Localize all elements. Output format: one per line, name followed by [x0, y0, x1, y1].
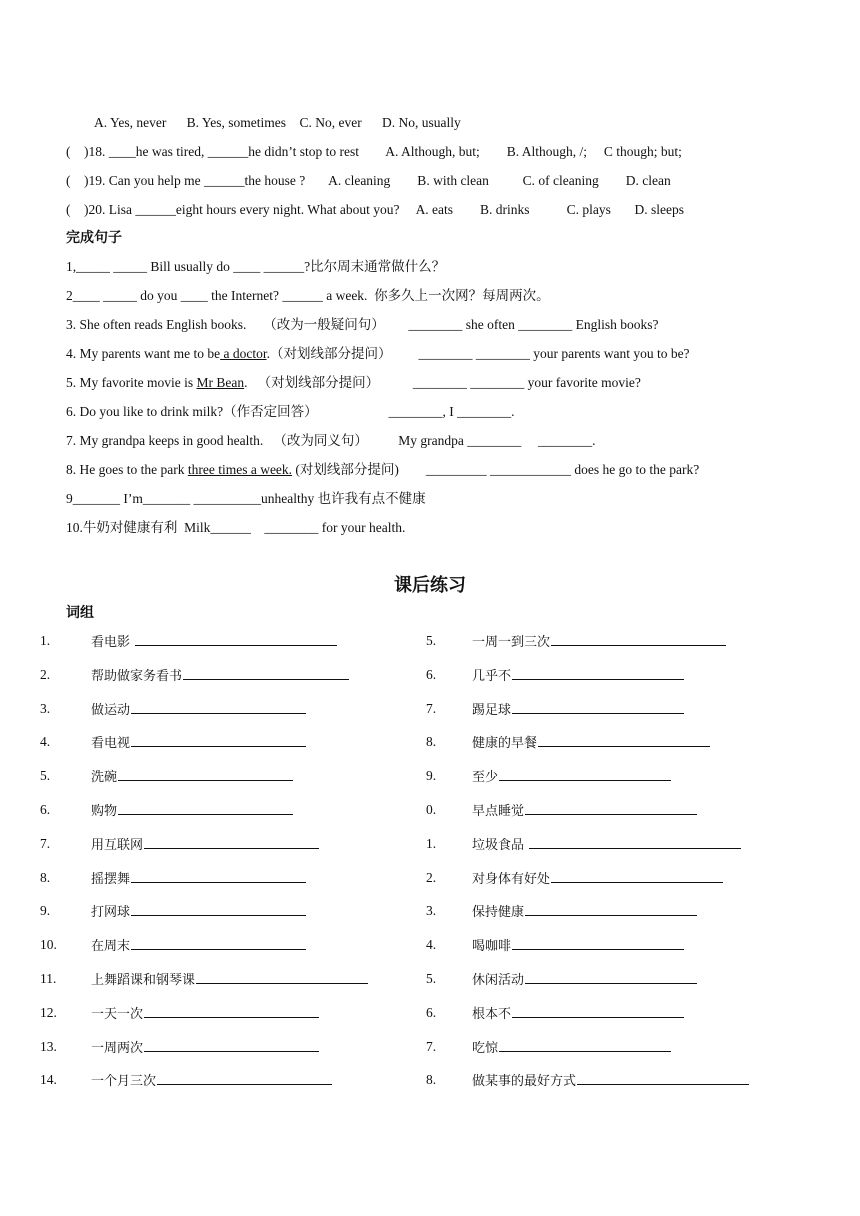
answer-blank[interactable] — [499, 766, 671, 781]
question-18: ( )18. ____he was tired, ______he didn’t stop to rest A. Although, but; B. Although, /; C though; but; — [66, 144, 682, 159]
vocab-item-number: 8. — [40, 869, 51, 885]
question-20: ( )20. Lisa ______eight hours every night. What about you? A. eats B. drinks C. plays D. sleeps — [66, 202, 685, 217]
answer-blank[interactable] — [551, 631, 726, 646]
vocab-item-text: 看电影 — [91, 631, 337, 653]
vocab-item-text: 吃惊 — [472, 1037, 671, 1059]
answer-blank[interactable] — [131, 901, 306, 916]
sentence-6: 6. Do you like to drink milk?（作否定回答） ________, I ________. — [66, 404, 515, 419]
vocab-item — [426, 935, 826, 955]
answer-blank[interactable] — [529, 834, 741, 849]
answer-blank[interactable] — [512, 665, 684, 680]
answer-blank[interactable] — [144, 1003, 319, 1018]
vocab-item — [426, 834, 826, 854]
vocab-item-number: 11. — [40, 971, 57, 986]
vocab-item-number: 8. — [426, 1072, 437, 1088]
vocab-item — [426, 1003, 826, 1023]
vocab-item-number: 10. — [40, 937, 57, 953]
vocab-item-number: 5. — [40, 768, 51, 784]
sentence-5 — [66, 374, 641, 392]
vocab-item-number: 9. — [426, 768, 437, 784]
after-class-title: 课后练习 — [394, 575, 466, 596]
vocab-item-number: 7. — [40, 835, 51, 851]
vocab-item-text: 做运动 — [91, 699, 306, 721]
vocab-item-number: 12. — [40, 1004, 57, 1020]
vocab-item — [426, 1070, 826, 1090]
vocab-item — [426, 766, 826, 786]
vocab-item-text: 看电视 — [91, 732, 306, 754]
vocab-item-text: 保持健康 — [472, 901, 697, 923]
answer-blank[interactable] — [131, 935, 306, 950]
vocab-item — [40, 1070, 440, 1090]
sentence-4-end: .（对划线部分提问） ________ ________ your parents want you to be? — [266, 346, 690, 361]
vocab-item-text: 上舞蹈课和钢琴课 — [91, 969, 368, 991]
vocab-item — [426, 868, 826, 888]
sentence-8-end: (对划线部分提问) _________ ____________ does he go to the park? — [292, 462, 700, 477]
vocab-item-text: 喝咖啡 — [472, 935, 684, 957]
answer-blank[interactable] — [131, 732, 306, 747]
vocab-item — [426, 665, 826, 685]
vocab-item-number: 0. — [426, 802, 437, 817]
sentence-5-end: . （对划线部分提问） ________ ________ your favorite movie? — [244, 375, 641, 390]
answer-blank[interactable] — [538, 732, 710, 747]
sentence-7: 7. My grandpa keeps in good health. （改为同义句） My grandpa ________ ________. — [66, 433, 596, 448]
vocab-item-text: 一周两次 — [91, 1037, 319, 1059]
answer-blank[interactable] — [131, 868, 306, 883]
answer-blank[interactable] — [183, 665, 349, 680]
vocab-item-number: 6. — [40, 802, 51, 817]
vocab-item — [426, 631, 826, 651]
vocab-item — [40, 1037, 440, 1057]
vocab-item-text: 几乎不 — [472, 665, 684, 687]
vocab-item-number: 2. — [40, 666, 51, 682]
vocab-item-number: 8. — [426, 734, 437, 750]
vocab-item-text: 至少 — [472, 766, 671, 788]
sentence-8-underlined: three times a week. — [187, 462, 293, 477]
answer-blank[interactable] — [157, 1070, 332, 1085]
vocab-item-text: 打网球 — [91, 901, 306, 923]
vocab-item-number: 4. — [426, 937, 437, 953]
vocab-item-text: 垃圾食品 — [472, 834, 741, 856]
vocab-item — [40, 935, 440, 955]
vocab-item — [40, 800, 440, 820]
vocab-item-text: 在周末 — [91, 935, 306, 957]
vocab-item-text: 购物 — [91, 800, 293, 822]
vocab-item — [426, 800, 826, 820]
vocab-item — [40, 631, 440, 651]
answer-blank[interactable] — [196, 969, 368, 984]
sentence-8 — [66, 461, 699, 479]
sentence-4 — [66, 345, 690, 363]
sentence-2: 2____ _____ do you ____ the Internet? ______ a week. 你多久上一次网？每周两次。 — [66, 288, 550, 303]
sentence-9: 9_______ I’m_______ __________unhealthy 也许我有点不健康 — [66, 491, 426, 506]
vocab-item-number: 4. — [40, 734, 51, 750]
answer-blank[interactable] — [512, 699, 684, 714]
answer-blank[interactable] — [144, 1037, 319, 1052]
sentence-5-underlined: Mr Bean — [196, 375, 245, 390]
sentence-3: 3. She often reads English books. （改为一般疑问句） ________ she often ________ English books? — [66, 317, 659, 332]
vocab-item-number: 5. — [426, 971, 437, 986]
vocab-item-text: 一天一次 — [91, 1003, 319, 1025]
question-19: ( )19. Can you help me ______the house ? A. cleaning B. with clean C. of cleaning D. clean — [66, 173, 671, 188]
answer-blank[interactable] — [118, 766, 293, 781]
phrases-heading: 词组 — [66, 605, 94, 621]
vocab-item-text: 踢足球 — [472, 699, 684, 721]
vocab-item — [426, 699, 826, 719]
vocab-item — [40, 868, 440, 888]
answer-blank[interactable] — [512, 1003, 684, 1018]
vocab-item-text: 对身体有好处 — [472, 868, 723, 890]
sentence-4-underlined: a doctor — [220, 346, 267, 361]
vocab-item — [40, 766, 440, 786]
sentence-5-start: 5. My favorite movie is — [66, 375, 197, 390]
sentence-8-start: 8. He goes to the park — [66, 462, 188, 477]
answer-blank[interactable] — [525, 800, 697, 815]
sentence-1: 1,_____ _____ Bill usually do ____ ______?比尔周末通常做什么？ — [66, 259, 446, 274]
vocab-item-number: 6. — [426, 1004, 437, 1020]
answer-blank[interactable] — [135, 631, 337, 646]
vocab-item — [40, 665, 440, 685]
vocab-item-text: 健康的早餐 — [472, 732, 710, 754]
vocab-item-text: 早点睡觉 — [472, 800, 697, 822]
answer-blank[interactable] — [499, 1037, 671, 1052]
vocab-item-number: 7. — [426, 1038, 437, 1054]
vocab-item-text: 一周一到三次 — [472, 631, 726, 653]
answer-blank[interactable] — [131, 699, 306, 714]
vocab-item-number: 6. — [426, 666, 437, 682]
vocab-item — [426, 969, 826, 989]
vocab-item-number: 1. — [426, 835, 437, 851]
vocab-item-text: 摇摆舞 — [91, 868, 306, 890]
options-line: A. Yes, never B. Yes, sometimes C. No, ever D. No, usually — [94, 115, 461, 130]
vocab-item-text: 洗碗 — [91, 766, 293, 788]
answer-blank[interactable] — [512, 935, 684, 950]
vocab-item-number: 7. — [426, 700, 437, 716]
sentence-4-start: 4. My parents want me to be — [66, 346, 221, 361]
vocab-item — [40, 732, 440, 752]
answer-blank[interactable] — [577, 1070, 749, 1085]
vocab-item — [426, 1037, 826, 1057]
answer-blank[interactable] — [144, 834, 319, 849]
vocab-item-number: 9. — [40, 903, 51, 919]
vocab-item — [40, 1003, 440, 1023]
vocab-item-text: 帮助做家务看书 — [91, 665, 349, 687]
vocab-item — [40, 834, 440, 854]
answer-blank[interactable] — [551, 868, 723, 883]
vocab-item-number: 3. — [426, 903, 437, 919]
vocab-item-number: 5. — [426, 633, 437, 648]
vocab-item-text: 一个月三次 — [91, 1070, 332, 1092]
vocab-item-text: 休闲活动 — [472, 969, 697, 991]
vocab-item-text: 做某事的最好方式 — [472, 1070, 749, 1092]
vocab-item-number: 1. — [40, 633, 51, 648]
vocab-item — [40, 901, 440, 921]
sentence-10: 10.牛奶对健康有利 Milk______ ________ for your health. — [66, 520, 406, 535]
vocab-item — [40, 699, 440, 719]
vocab-item-number: 3. — [40, 700, 51, 716]
vocab-item-number: 14. — [40, 1072, 57, 1088]
answer-blank[interactable] — [118, 800, 293, 815]
vocab-item-text: 根本不 — [472, 1003, 684, 1025]
vocab-item — [40, 969, 440, 989]
vocab-item — [426, 901, 826, 921]
vocab-item-number: 13. — [40, 1038, 57, 1054]
vocab-item-number: 2. — [426, 869, 437, 885]
vocab-item — [426, 732, 826, 752]
answer-blank[interactable] — [525, 901, 697, 916]
answer-blank[interactable] — [525, 969, 697, 984]
section-heading-complete-sentences: 完成句子 — [66, 230, 122, 246]
vocab-item-text: 用互联网 — [91, 834, 319, 856]
